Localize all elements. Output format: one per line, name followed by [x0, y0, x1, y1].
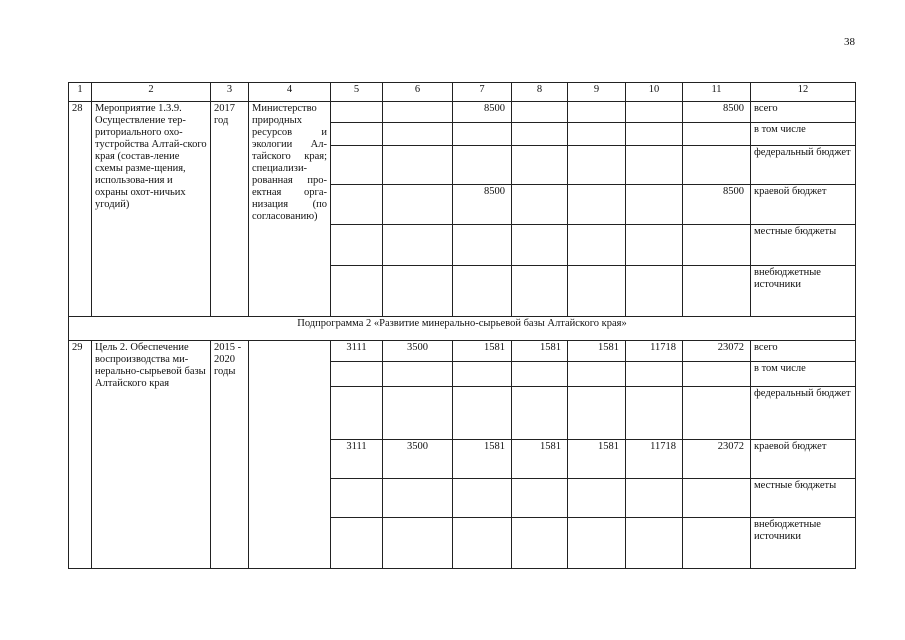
- value-cell-7: [453, 123, 512, 146]
- funding-source: внебюджетные источники: [751, 517, 856, 568]
- value-cell-6: [383, 361, 453, 386]
- value-cell-5: [331, 102, 383, 123]
- value-cell-8: [512, 386, 568, 439]
- value-cell-10: [626, 224, 683, 265]
- value-cell-8: [512, 361, 568, 386]
- value-cell-10: [626, 102, 683, 123]
- value-cell-5: 3111: [331, 439, 383, 478]
- header-cell-5: 5: [331, 83, 383, 102]
- value-cell-11: [683, 146, 751, 185]
- value-cell-10: [626, 386, 683, 439]
- value-cell-7: 1581: [453, 340, 512, 361]
- value-cell-8: [512, 102, 568, 123]
- value-cell-5: [331, 517, 383, 568]
- value-cell-6: [383, 224, 453, 265]
- subprogram-row: [69, 316, 856, 340]
- value-cell-5: [331, 123, 383, 146]
- value-cell-5: [331, 478, 383, 517]
- funding-source: федеральный бюджет: [751, 386, 856, 439]
- value-cell-11: [683, 478, 751, 517]
- value-cell-11: [683, 123, 751, 146]
- table-row: [69, 102, 856, 123]
- executor-cell-empty: [249, 224, 331, 316]
- value-cell-5: 3111: [331, 340, 383, 361]
- value-cell-5: [331, 146, 383, 185]
- value-cell-5: [331, 361, 383, 386]
- value-cell-7: [453, 361, 512, 386]
- subprogram-title: Подпрограмма 2 «Развитие минерально-сырьевой базы Алтайского края»: [69, 316, 856, 340]
- header-cell-10: 10: [626, 83, 683, 102]
- value-cell-8: [512, 185, 568, 224]
- value-cell-10: 11718: [626, 439, 683, 478]
- value-cell-9: [568, 386, 626, 439]
- value-cell-6: [383, 265, 453, 316]
- value-cell-10: [626, 123, 683, 146]
- value-cell-7: [453, 478, 512, 517]
- row-number: 29: [69, 340, 92, 568]
- value-cell-6: [383, 102, 453, 123]
- value-cell-8: [512, 265, 568, 316]
- value-cell-9: [568, 265, 626, 316]
- value-cell-9: [568, 185, 626, 224]
- value-cell-10: [626, 478, 683, 517]
- value-cell-7: 8500: [453, 102, 512, 123]
- value-cell-8: [512, 224, 568, 265]
- value-cell-9: 1581: [568, 340, 626, 361]
- value-cell-6: [383, 185, 453, 224]
- header-row: [69, 83, 856, 102]
- header-cell-4: 4: [249, 83, 331, 102]
- value-cell-7: [453, 265, 512, 316]
- funding-source: федеральный бюджет: [751, 146, 856, 185]
- value-cell-11: [683, 361, 751, 386]
- table-row: [69, 340, 856, 361]
- value-cell-11: [683, 517, 751, 568]
- value-cell-5: [331, 265, 383, 316]
- value-cell-9: [568, 123, 626, 146]
- page-number: 38: [844, 36, 855, 48]
- value-cell-9: [568, 478, 626, 517]
- value-cell-11: [683, 386, 751, 439]
- value-cell-7: [453, 517, 512, 568]
- value-cell-8: [512, 517, 568, 568]
- budget-table: [68, 82, 856, 569]
- value-cell-5: [331, 185, 383, 224]
- executor-cell: Министерство природных ресурсов и экологии Ал-тайского края; специализи-рованная про-ектная орга-низация (по согласованию): [249, 102, 331, 225]
- value-cell-6: [383, 386, 453, 439]
- value-cell-6: 3500: [383, 340, 453, 361]
- header-cell-1: 1: [69, 83, 92, 102]
- value-cell-7: [453, 224, 512, 265]
- value-cell-8: 1581: [512, 340, 568, 361]
- funding-source: краевой бюджет: [751, 185, 856, 224]
- header-cell-7: 7: [453, 83, 512, 102]
- value-cell-8: [512, 478, 568, 517]
- header-cell-2: 2: [92, 83, 211, 102]
- value-cell-6: [383, 517, 453, 568]
- funding-source: краевой бюджет: [751, 439, 856, 478]
- funding-source: в том числе: [751, 361, 856, 386]
- header-cell-3: 3: [211, 83, 249, 102]
- value-cell-7: [453, 386, 512, 439]
- value-cell-7: [453, 146, 512, 185]
- funding-source: местные бюджеты: [751, 478, 856, 517]
- value-cell-10: [626, 361, 683, 386]
- value-cell-9: [568, 224, 626, 265]
- value-cell-9: [568, 102, 626, 123]
- value-cell-11: 8500: [683, 102, 751, 123]
- value-cell-9: 1581: [568, 439, 626, 478]
- executor-cell: [249, 340, 331, 568]
- value-cell-11: [683, 224, 751, 265]
- value-cell-9: [568, 146, 626, 185]
- funding-source: в том числе: [751, 123, 856, 146]
- funding-source: всего: [751, 340, 856, 361]
- value-cell-11: [683, 265, 751, 316]
- value-cell-8: 1581: [512, 439, 568, 478]
- funding-source: всего: [751, 102, 856, 123]
- header-cell-12: 12: [751, 83, 856, 102]
- period-cell: 2015 - 2020 годы: [211, 340, 249, 568]
- period-cell: 2017 год: [211, 102, 249, 317]
- value-cell-6: [383, 146, 453, 185]
- value-cell-6: [383, 478, 453, 517]
- value-cell-5: [331, 386, 383, 439]
- header-cell-11: 11: [683, 83, 751, 102]
- measure-name: Цель 2. Обеспечение воспроизводства ми-нерально-сырьевой базы Алтайского края: [92, 340, 211, 568]
- header-cell-9: 9: [568, 83, 626, 102]
- value-cell-5: [331, 224, 383, 265]
- value-cell-11: 8500: [683, 185, 751, 224]
- measure-name: Мероприятие 1.3.9. Осуществление тер-риториального охо-тустройства Алтай-ского края (состав-ление схемы разме-щения, использова-ния и охраны охот-ничьих угодий): [92, 102, 211, 317]
- header-cell-6: 6: [383, 83, 453, 102]
- value-cell-9: [568, 361, 626, 386]
- value-cell-11: 23072: [683, 439, 751, 478]
- value-cell-10: [626, 146, 683, 185]
- value-cell-8: [512, 123, 568, 146]
- value-cell-7: 8500: [453, 185, 512, 224]
- value-cell-6: [383, 123, 453, 146]
- value-cell-10: 11718: [626, 340, 683, 361]
- value-cell-6: 3500: [383, 439, 453, 478]
- funding-source: внебюджетные источники: [751, 265, 856, 316]
- row-number: 28: [69, 102, 92, 317]
- funding-source: местные бюджеты: [751, 224, 856, 265]
- value-cell-11: 23072: [683, 340, 751, 361]
- header-cell-8: 8: [512, 83, 568, 102]
- value-cell-7: 1581: [453, 439, 512, 478]
- value-cell-9: [568, 517, 626, 568]
- value-cell-10: [626, 517, 683, 568]
- value-cell-10: [626, 265, 683, 316]
- value-cell-10: [626, 185, 683, 224]
- value-cell-8: [512, 146, 568, 185]
